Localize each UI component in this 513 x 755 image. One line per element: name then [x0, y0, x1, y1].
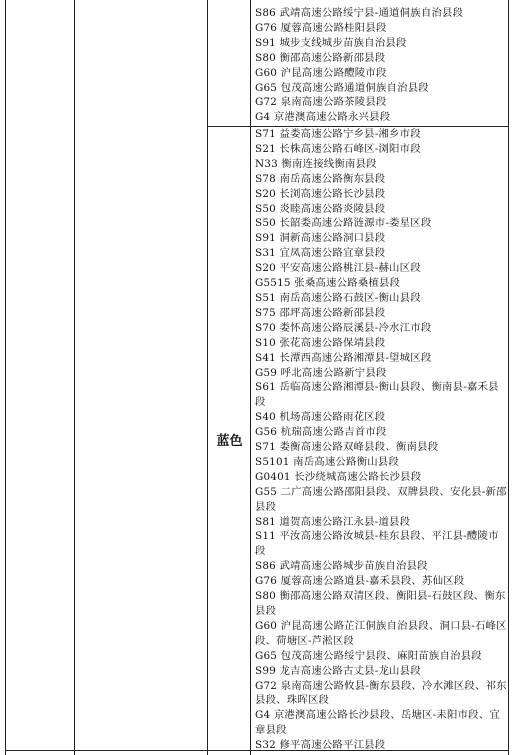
table-row: S70 娄怀高速公路辰溪县-冷水江市段 — [255, 321, 432, 334]
table-row: G60 沪昆高速公路芷江侗族自治县段、洞口县-石峰区段、荷塘区-芦淞区段 — [255, 619, 507, 647]
table-border-col2 — [207, 0, 208, 755]
table-row: S50 长韶娄高速公路涟源市-娄星区段 — [255, 217, 432, 230]
table-row: S61 岳临高速公路湘潭县-衡山县段、衡南县-嘉禾县段 — [255, 381, 499, 409]
table-border-left — [5, 0, 6, 755]
table-row: S21 长株高速公路石峰区-浏阳市段 — [255, 142, 421, 155]
table-row: N33 衡南连接线衡南县段 — [255, 157, 377, 170]
table-row: S10 张花高速公路保靖县段 — [255, 336, 386, 349]
table-row: S80 衡邵高速公路新邵县段 — [255, 51, 386, 64]
table-row: S91 洞新高速公路洞口县段 — [255, 232, 386, 245]
table-row: S71 娄衡高速公路双峰县段、衡南县段 — [255, 441, 439, 454]
table-row: S41 长潭西高速公路湘潭县-望城区段 — [255, 351, 432, 364]
table-row: G56 杭瑞高速公路吉首市段 — [255, 426, 387, 439]
table-border-right — [508, 0, 509, 755]
table-row: S20 长浏高速公路长沙县段 — [255, 187, 386, 200]
table-row: S5101 南岳高速公路衡山县段 — [255, 455, 399, 468]
table-row: G4 京港澳高速公路永兴县段 — [255, 111, 391, 124]
table-row: G72 泉南高速公路茶陵县段 — [255, 96, 387, 109]
table-row: S81 道贺高速公路江永县-道县段 — [255, 515, 411, 528]
lower-road-list — [251, 127, 508, 753]
table-row: G55 二广高速公路邵阳县段、双牌县段、安化县-新邵县段 — [255, 485, 507, 513]
table-row: S78 南岳高速公路衡东县段 — [255, 172, 386, 185]
table-row: S86 武靖高速公路城步苗族自治县段 — [255, 560, 428, 573]
table-row: S99 龙吉高速公路古丈县-龙山县段 — [255, 664, 421, 677]
table-row: G60 沪昆高速公路醴陵市段 — [255, 66, 387, 79]
table-row: G4 京港澳高速公路长沙县段、岳塘区-耒阳市段、宜章县段 — [255, 709, 500, 737]
table-row: G72 泉南高速公路攸县-衡东县段、冷水滩区段、祁东县段、珠晖区段 — [255, 679, 507, 707]
table-row: G76 厦蓉高速公路桂阳县段 — [255, 21, 387, 34]
color-level-label: 蓝色 — [216, 434, 243, 449]
table-row: G5515 张桑高速公路桑植县段 — [255, 277, 401, 290]
table-border-col1 — [74, 0, 75, 755]
table-row: S31 宜凤高速公路宜章县段 — [255, 247, 386, 260]
table-row: S20 平安高速公路桃江县-赫山区段 — [255, 262, 421, 275]
table-row: S40 机场高速公路雨花区段 — [255, 411, 386, 424]
table-row: G76 厦蓉高速公路道县-嘉禾县段、苏仙区段 — [255, 575, 465, 588]
table-row: S91 城步支线城步苗族自治县段 — [255, 36, 407, 49]
upper-road-list — [251, 6, 508, 125]
table-row: G65 包茂高速公路绥宁县段、麻阳苗族自治县段 — [255, 649, 482, 662]
table-row: S86 武靖高速公路绥宁县-通道侗族自治县段 — [255, 7, 464, 19]
table-row: S32 修平高速公路平江县段 — [255, 739, 386, 752]
table-row: S51 南岳高速公路石鼓区-衡山县段 — [255, 291, 421, 304]
table-row: G59 呼北高速公路新宁县段 — [255, 366, 387, 379]
table-row: G0401 长沙绕城高速公路长沙县段 — [255, 470, 422, 483]
table-row: G65 包茂高速公路通道侗族自治县段 — [255, 81, 429, 94]
table-row: S11 平汝高速公路汝城县-桂东县段、平江县-醴陵市段 — [255, 530, 499, 558]
table-row: S71 益娄高速公路宁乡县-湘乡市段 — [255, 128, 421, 140]
table-row: S75 邵坪高速公路新邵县段 — [255, 306, 386, 319]
table-row: S50 炎睦高速公路炎陵县段 — [255, 202, 386, 215]
table-row: S80 衡邵高速公路双清区段、衡阳县-石鼓区段、衡东县段 — [255, 590, 506, 617]
